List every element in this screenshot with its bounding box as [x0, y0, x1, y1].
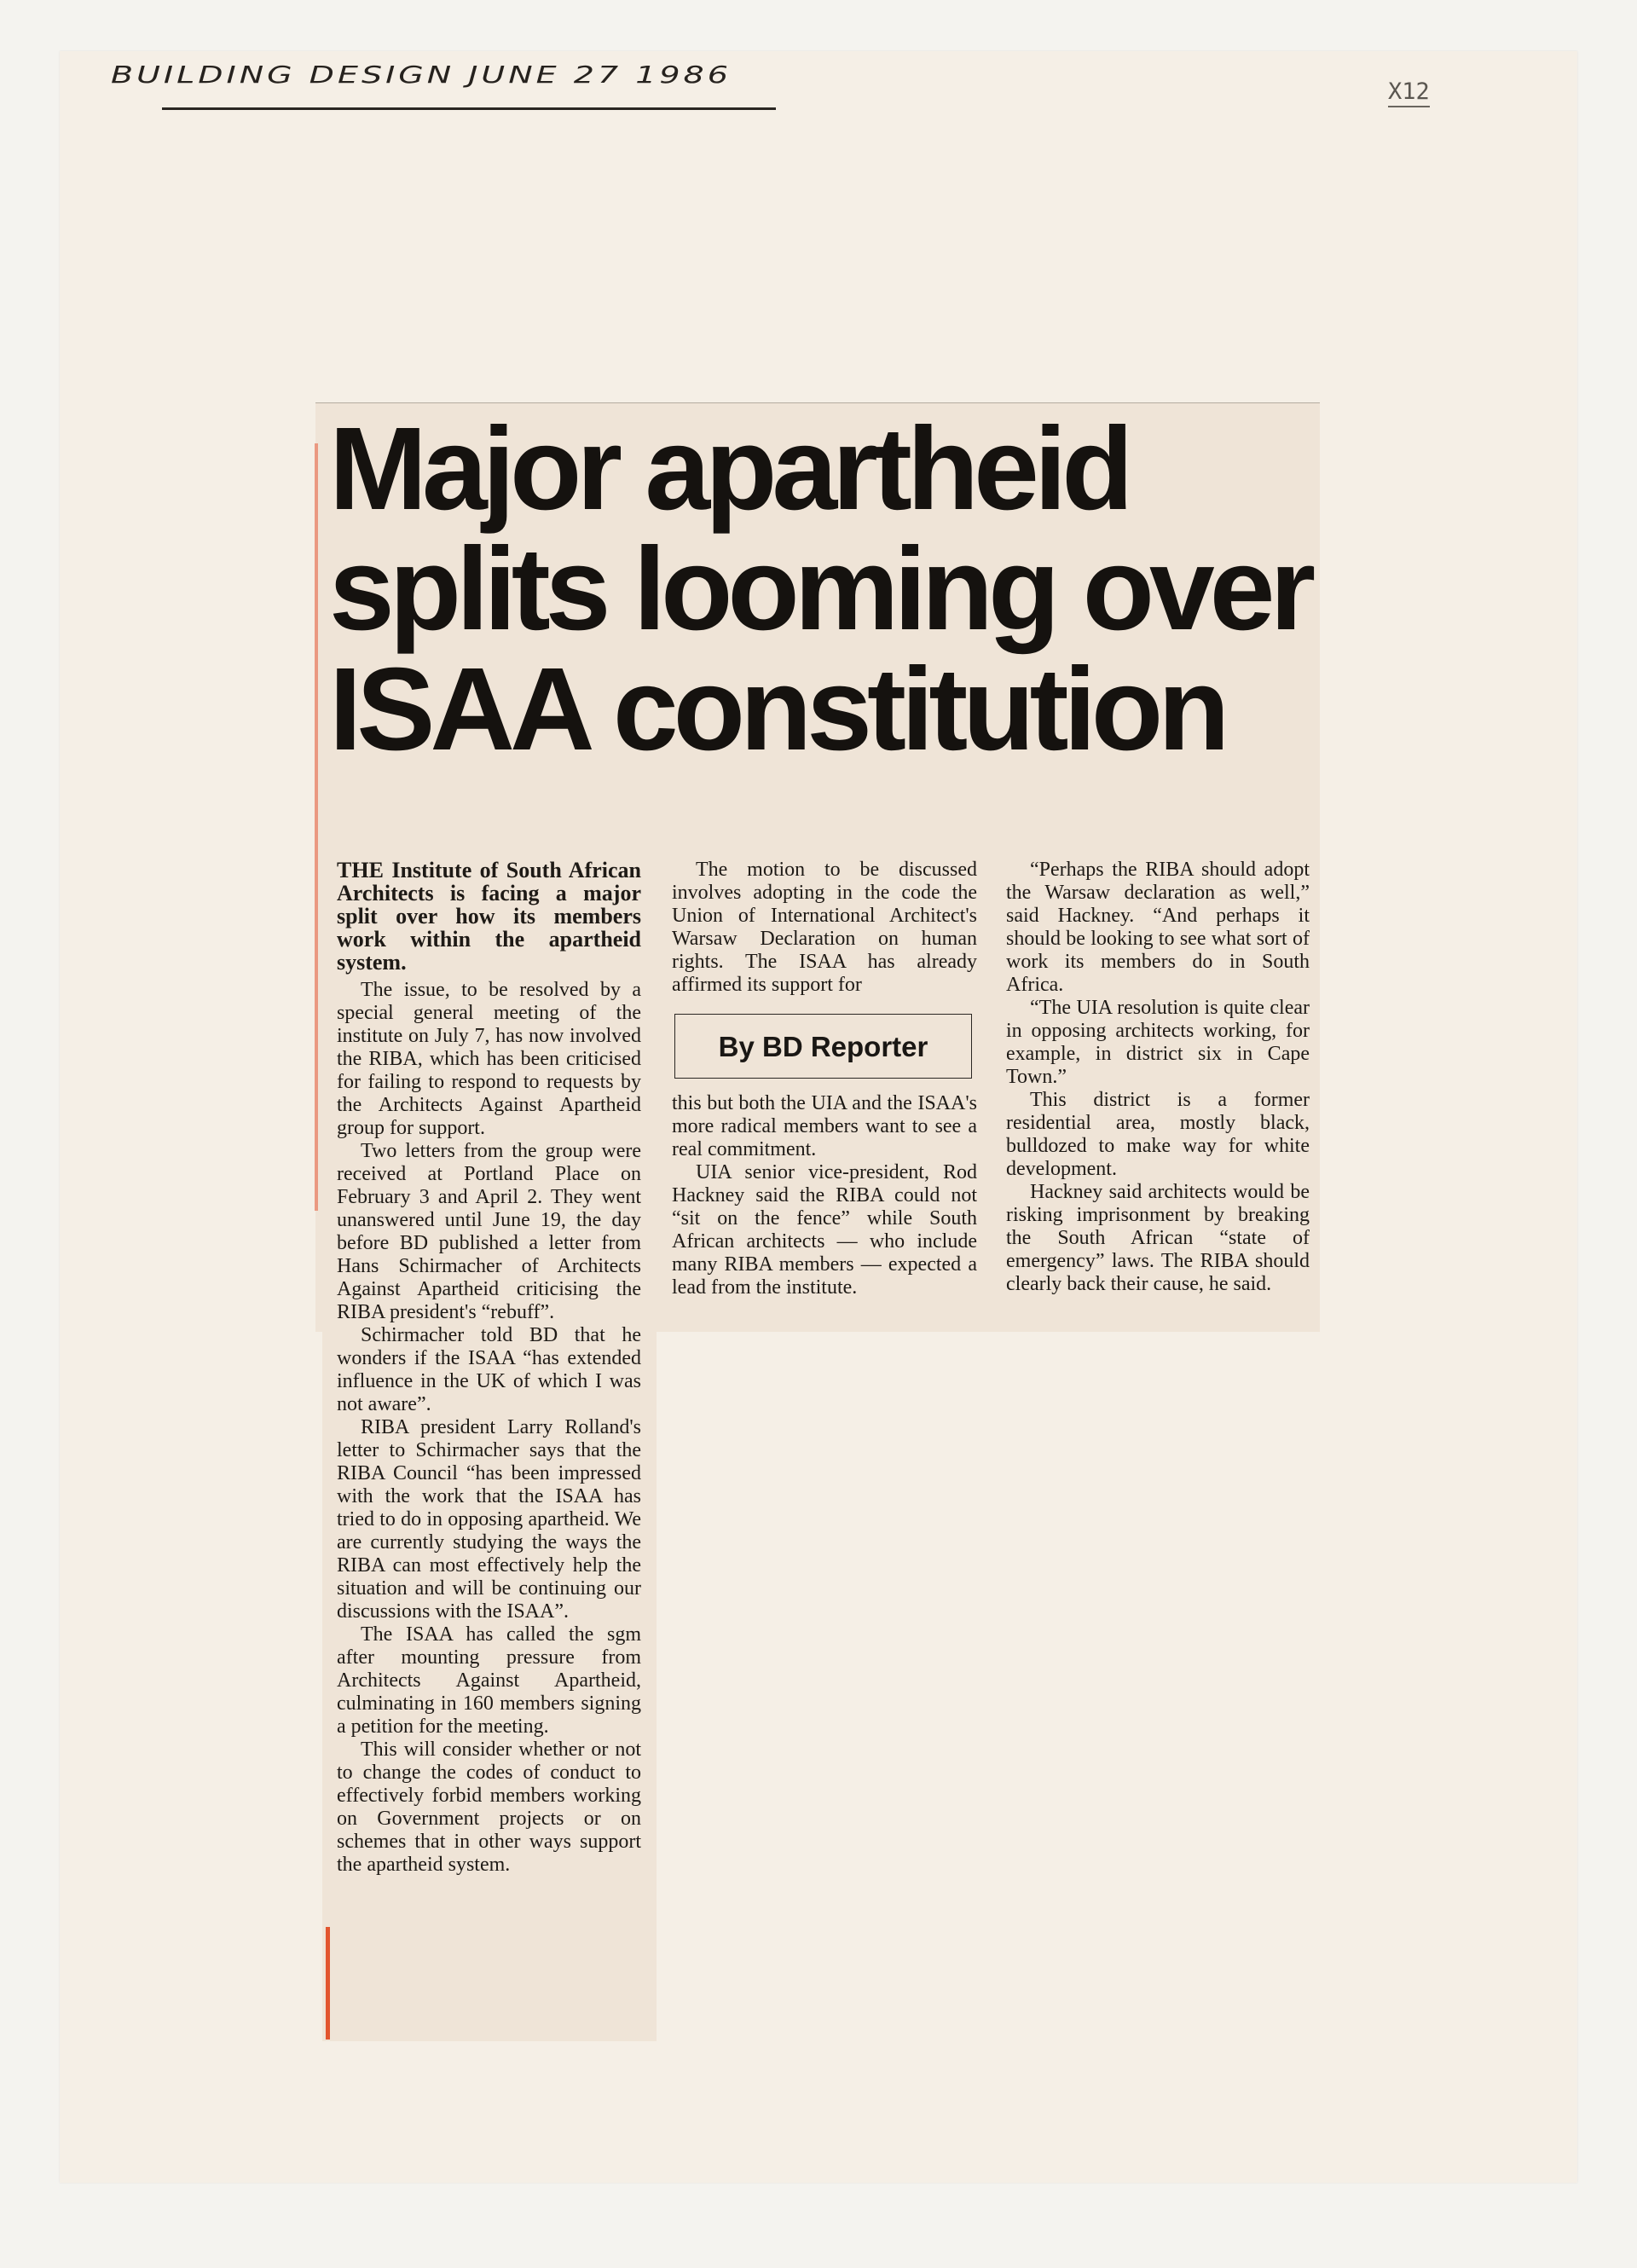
article-column-3	[1006, 859, 1310, 1296]
byline-box	[674, 1014, 972, 1079]
headline-line-2: splits looming over	[329, 524, 1311, 655]
paragraph: RIBA president Larry Rolland's letter to Schirmacher says that the RIBA Council “has been impressed with the work that the ISAA has tried to do in opposing apartheid. We are currently studying the ways the RIBA can most effectively help the situation and will be continuing our discussions with the ISAA”.	[337, 1416, 641, 1623]
headline-line-3: ISAA constitution	[329, 644, 1225, 775]
paragraph: this but both the UIA and the ISAA's more radical members want to see a real commitment.	[672, 1092, 977, 1160]
article-column-1	[337, 859, 641, 1877]
clipping-red-edge	[315, 443, 318, 1211]
paragraph: Hackney said architects would be risking imprisonment by breaking the South African “state of emergency” laws. The RIBA should clearly back their cause, he said.	[1006, 1181, 1310, 1295]
paragraph: “The UIA resolution is quite clear in opposing architects working, for example, in district six in Cape Town.”	[1006, 997, 1310, 1088]
paragraph: The ISAA has called the sgm after mounting pressure from Architects Against Apartheid, culminating in 160 members signing a petition for the meeting.	[337, 1623, 641, 1738]
article-headline	[329, 403, 1311, 775]
headline-line-1: Major apartheid	[329, 403, 1129, 535]
paragraph: This district is a former residential area, mostly black, bulldozed to make way for white development.	[1006, 1089, 1310, 1180]
article-column-2	[672, 859, 977, 1299]
paragraph: This will consider whether or not to change the codes of conduct to effectively forbid members working on Government projects or on schemes that in other ways support the apartheid system.	[337, 1739, 641, 1876]
paragraph: Two letters from the group were received at Portland Place on February 3 and April 2. They went unanswered until June 19, the day before BD published a letter from Hans Schirmacher of Architects Against Apartheid criticising the RIBA president's “rebuff”.	[337, 1140, 641, 1323]
handwritten-source-note: BUILDING DESIGN JUNE 27 1986	[111, 61, 732, 89]
paragraph: “Perhaps the RIBA should adopt the Warsaw declaration as well,” said Hackney. “And perhaps it should be looking to see what sort of work its members do in South Africa.	[1006, 859, 1310, 996]
paragraph: UIA senior vice-president, Rod Hackney said the RIBA could not “sit on the fence” while South African architects — who include many RIBA members — expected a lead from the institute.	[672, 1161, 977, 1299]
byline: By BD Reporter	[718, 1030, 928, 1062]
handwritten-underline	[162, 107, 776, 110]
paragraph: The issue, to be resolved by a special general meeting of the institute on July 7, has now involved the RIBA, which has been criticised for failing to respond to requests by the Architects Against Apartheid group for support.	[337, 979, 641, 1139]
paragraph: Schirmacher told BD that he wonders if the ISAA “has extended influence in the UK of which I was not aware”.	[337, 1324, 641, 1415]
reference-code: X12	[1388, 78, 1430, 107]
article-lead: THE Institute of South African Architects is facing a major split over how its members work within the apartheid system.	[337, 858, 641, 975]
clipping-red-mark	[326, 1927, 330, 2039]
paragraph: The motion to be discussed involves adopting in the code the Union of International Architect's Warsaw Declaration on human rights. The ISAA has already affirmed its support for	[672, 859, 977, 996]
